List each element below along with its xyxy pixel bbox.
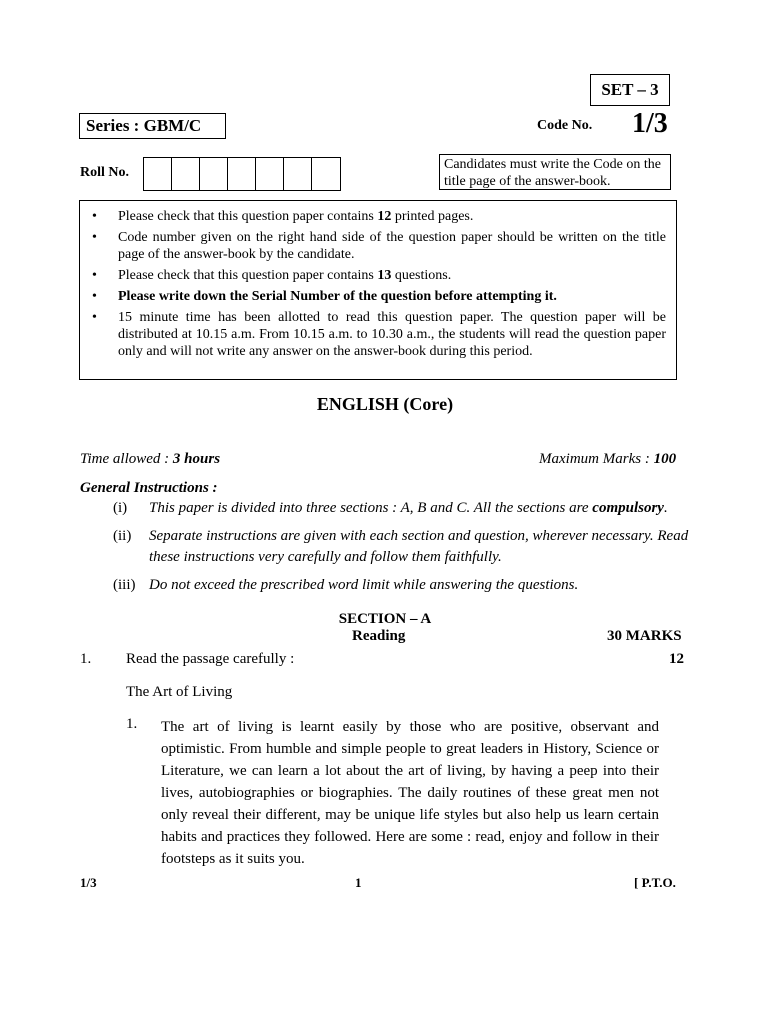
passage-title: The Art of Living bbox=[126, 684, 233, 700]
roll-digit-box[interactable] bbox=[228, 158, 256, 190]
roll-digit-box[interactable] bbox=[144, 158, 172, 190]
instruction-item: • Code number given on the right hand side of the question paper should be written on the title page of the answer-book by the candidate. bbox=[92, 230, 666, 262]
roll-digit-box[interactable] bbox=[284, 158, 312, 190]
instructions-box bbox=[79, 200, 677, 380]
bullet-icon: • bbox=[92, 268, 97, 283]
bullet-icon: • bbox=[92, 209, 97, 224]
general-instructions-heading: General Instructions : bbox=[80, 480, 218, 496]
general-instruction-item: (iii) Do not exceed the prescribed word limit while answering the questions. bbox=[113, 577, 579, 593]
page-number: 1 bbox=[355, 875, 362, 890]
instruction-item: • Please check that this question paper contains 12 printed pages. bbox=[92, 209, 474, 224]
question-marks: 12 bbox=[669, 651, 684, 667]
bullet-icon: • bbox=[92, 289, 97, 304]
general-instruction-item: (i) This paper is divided into three sections : A, B and C. All the sections are compulsory. bbox=[113, 500, 668, 516]
roll-number-label: Roll No. bbox=[80, 165, 129, 180]
roll-digit-box[interactable] bbox=[200, 158, 228, 190]
instruction-item: • 15 minute time has been allotted to read this question paper. The question paper will be distributed at 10.15 a.m. From 10.15 a.m. to 10.30 a.m., the students will read the question paper only and will not write any answer on the answer-book during this period. bbox=[92, 310, 666, 359]
roll-digit-box[interactable] bbox=[256, 158, 284, 190]
footer-code: 1/3 bbox=[80, 875, 97, 890]
time-allowed: Time allowed : 3 hours bbox=[80, 451, 221, 467]
code-label: Code No. bbox=[537, 118, 593, 133]
roll-digit-box[interactable] bbox=[312, 158, 340, 190]
candidate-note: Candidates must write the Code on the title page of the answer-book. bbox=[439, 154, 671, 190]
series-code: Series : GBM/C bbox=[79, 113, 226, 139]
bullet-icon: • bbox=[92, 230, 97, 245]
passage-paragraph: The art of living is learnt easily by those who are positive, observant and optimistic. From humble and simple people to great leaders in History, Science or Literature, we can learn a lot about the art of living, by having a peep into their lives, autobiographies or biographies. The daily routines of these great men not only reveal their different, may be unique life styles but also help us learn certain habits and practices they followed. Here are some : read, enjoy and follow in their footsteps as it suits you. bbox=[161, 719, 659, 867]
section-subtitle: Reading bbox=[352, 628, 406, 644]
pto-label: [ P.T.O. bbox=[634, 875, 676, 890]
code-value: 1/3 bbox=[632, 108, 668, 139]
bullet-icon: • bbox=[92, 310, 97, 325]
question-number: 1. bbox=[80, 651, 92, 667]
instruction-item: • Please write down the Serial Number of the question before attempting it. bbox=[92, 289, 557, 304]
section-marks: 30 MARKS bbox=[607, 628, 682, 644]
subject-title: ENGLISH (Core) bbox=[316, 394, 454, 414]
set-number: SET – 3 bbox=[590, 74, 670, 106]
maximum-marks: Maximum Marks : 100 bbox=[539, 451, 677, 467]
paragraph-number: 1. bbox=[126, 716, 138, 732]
general-instruction-item: (ii) Separate instructions are given with each section and question, wherever necessary. Read these instructions very carefully and follow them faithfully. bbox=[113, 528, 689, 565]
question-text: Read the passage carefully : bbox=[126, 651, 295, 667]
section-title: SECTION – A bbox=[338, 611, 432, 627]
instruction-item: • Please check that this question paper contains 13 questions. bbox=[92, 268, 452, 283]
roll-number-boxes[interactable] bbox=[143, 157, 341, 191]
roll-digit-box[interactable] bbox=[172, 158, 200, 190]
